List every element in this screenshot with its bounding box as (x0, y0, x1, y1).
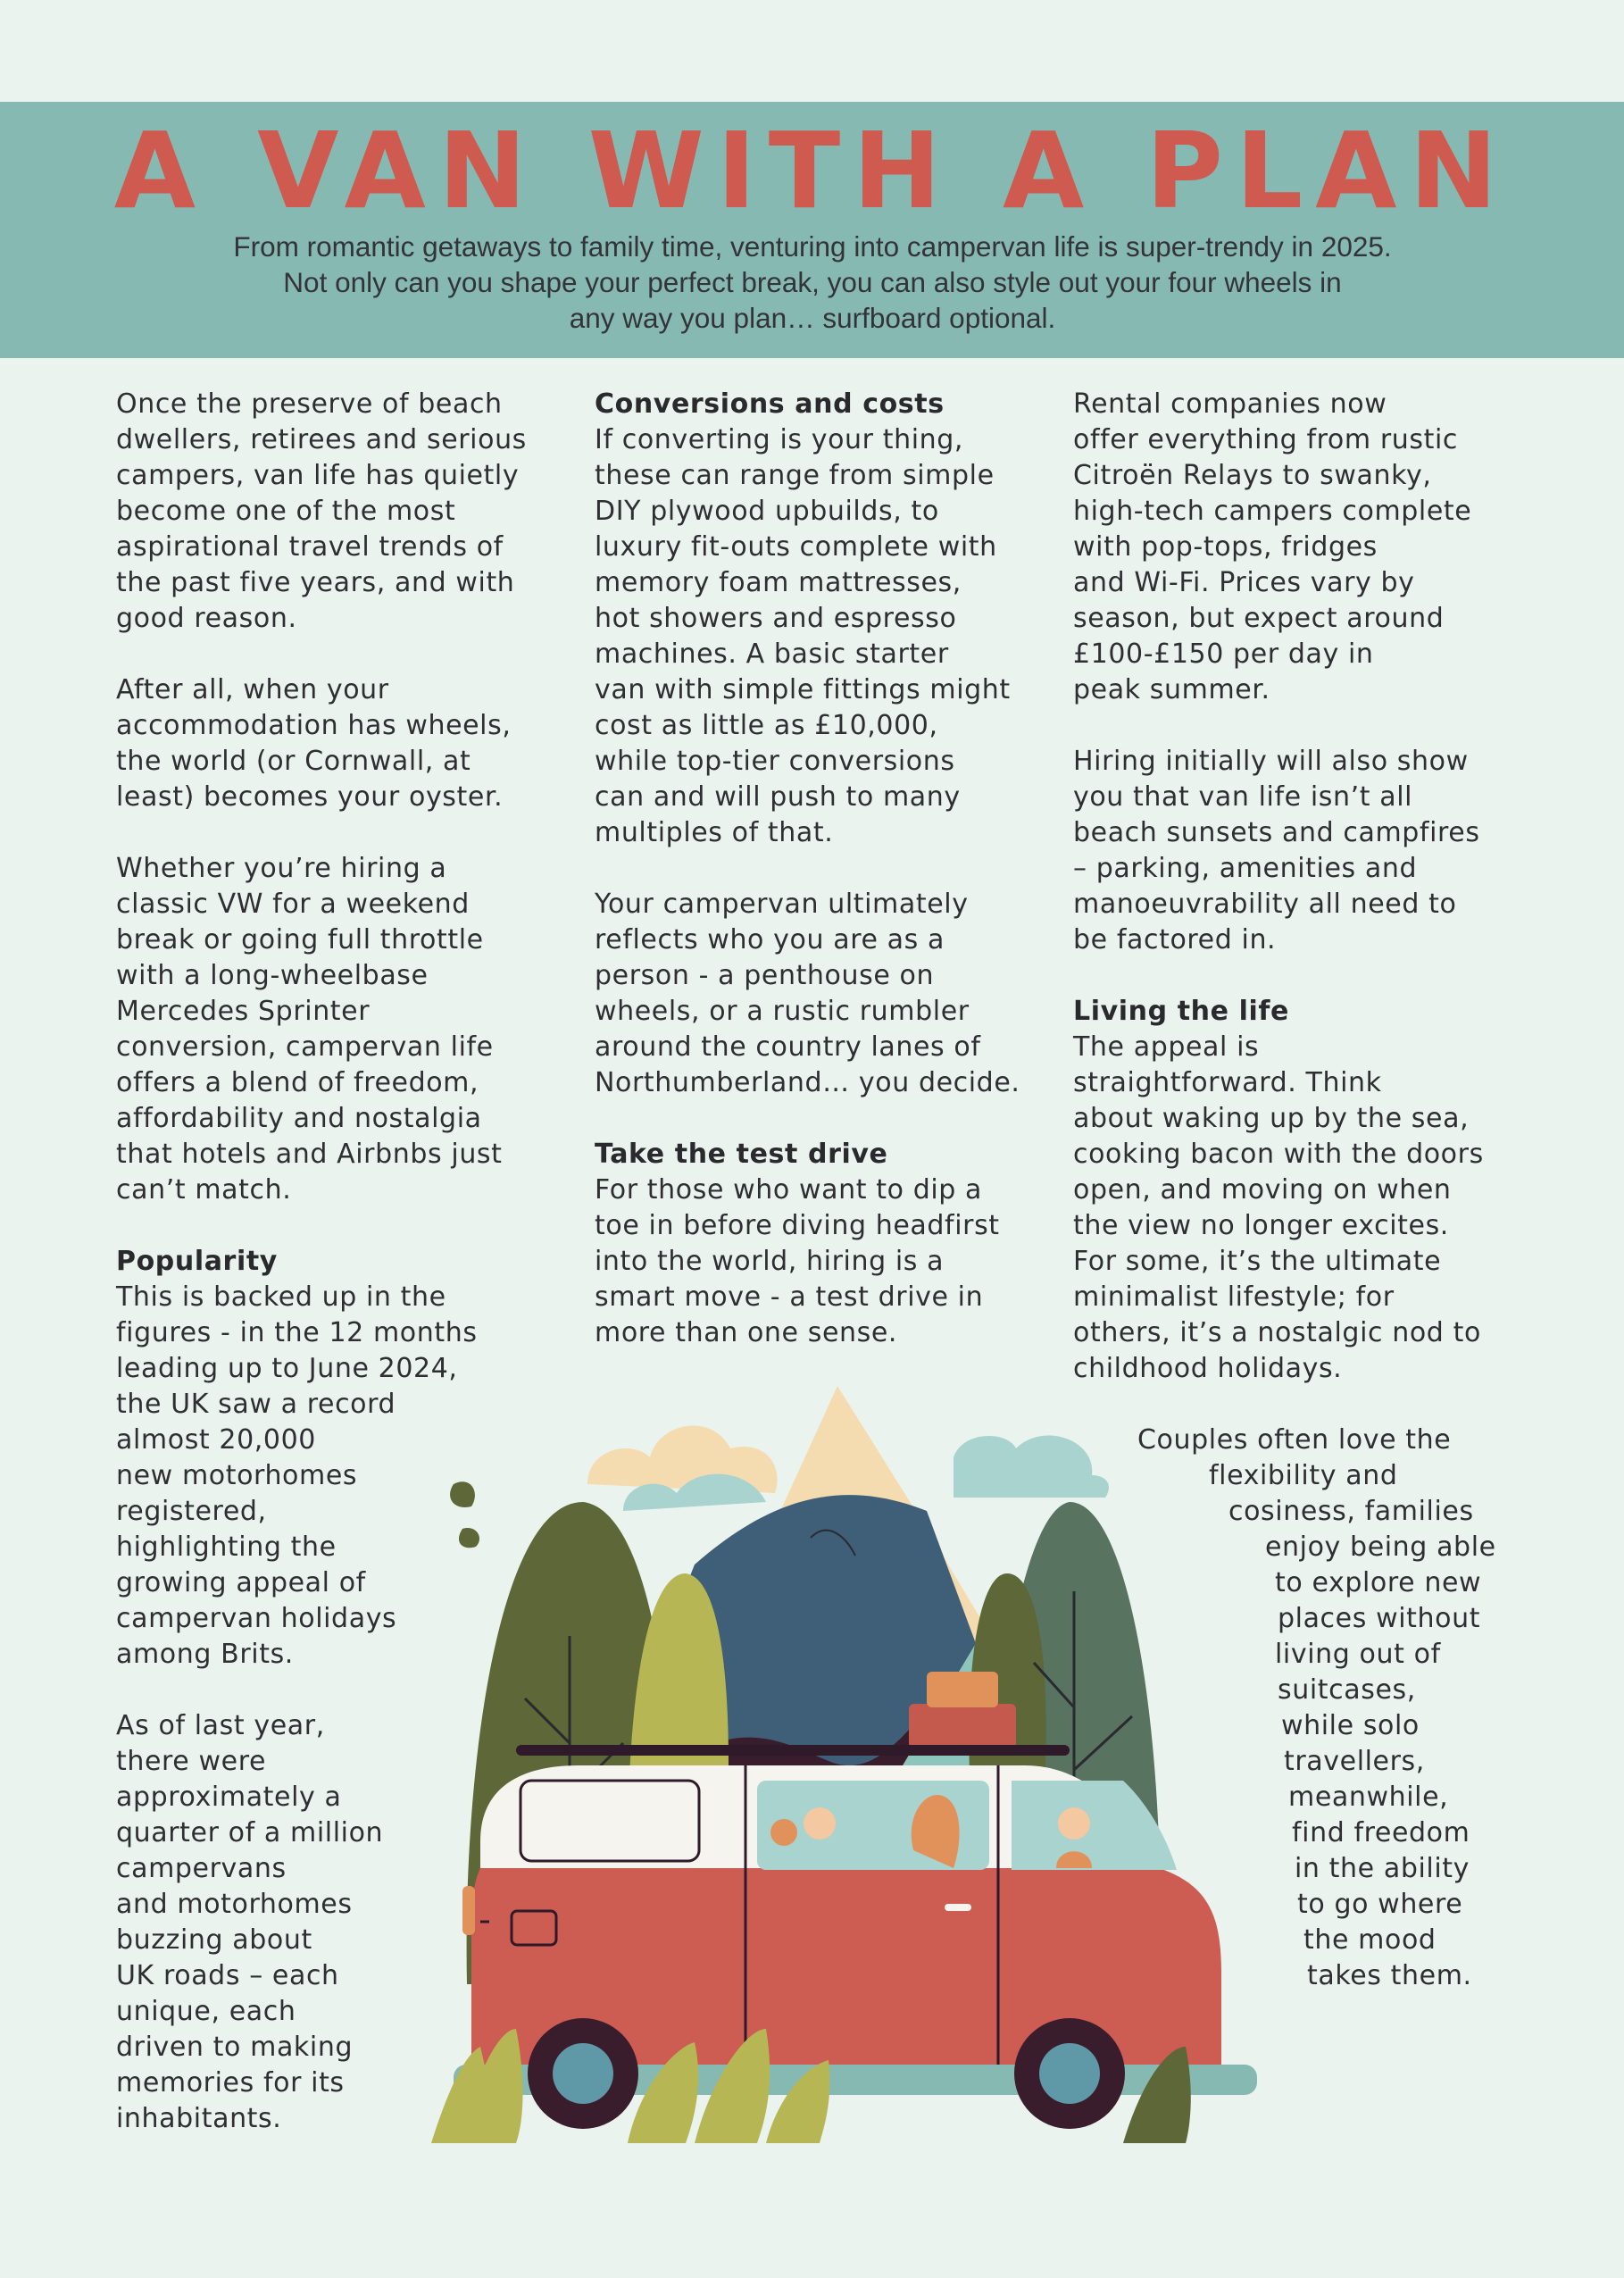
wheel-right-hub-shape (1039, 2043, 1100, 2104)
wheel-left-hub-shape (553, 2043, 613, 2104)
text-line: the mood (1303, 1924, 1437, 1956)
text-line: about waking up by the sea, (1073, 1103, 1470, 1134)
text-line: campers, van life has quietly (116, 460, 520, 491)
text-line: cooking bacon with the doors (1073, 1139, 1484, 1170)
text-line: open, and moving on when (1073, 1174, 1452, 1206)
text-line: highlighting the (116, 1531, 337, 1563)
standfirst-line: From romantic getaways to family time, venturing into campervan life is super-trendy in 2025. (233, 230, 1392, 263)
text-line: around the country lanes of (595, 1031, 981, 1063)
text-line: toe in before diving headfirst (595, 1210, 1000, 1241)
page-title: A VAN WITH A PLAN (113, 109, 1511, 232)
text-line: Couples often love the (1137, 1424, 1452, 1456)
text-line: driven to making (116, 2032, 354, 2063)
text-line: cost as little as £10,000, (595, 710, 938, 741)
text-line: good reason. (116, 603, 297, 634)
text-line: quarter of a million (116, 1817, 384, 1848)
text-line: For those who want to dip a (595, 1174, 983, 1206)
text-line: manoeuvrability all need to (1073, 889, 1457, 920)
text-line: registered, (116, 1496, 267, 1527)
text-line: season, but expect around (1073, 603, 1445, 634)
text-line: into the world, hiring is a (595, 1246, 945, 1277)
text-line: smart move - a test drive in (595, 1281, 984, 1313)
text-line: hot showers and espresso (595, 603, 957, 634)
text-line: accommodation has wheels, (116, 710, 512, 741)
standfirst-line: Not only can you shape your perfect break, you can also style out your four wheels in (283, 266, 1342, 298)
text-line: The appeal is (1073, 1031, 1260, 1063)
text-line: wheels, or a rustic rumbler (595, 996, 970, 1027)
campervan-illustration (427, 1368, 1266, 2145)
text-line: luxury fit-outs complete with (595, 531, 997, 563)
standfirst-line: any way you plan… surfboard optional. (569, 302, 1056, 334)
text-line: travellers, (1284, 1746, 1425, 1777)
text-line: can’t match. (116, 1174, 292, 1206)
text-line: Northumberland… you decide. (595, 1067, 1020, 1098)
roof-rack-shape (516, 1745, 1070, 1756)
paragraph (1073, 744, 1537, 958)
text-line: buzzing about (116, 1924, 312, 1956)
text-line: to go where (1297, 1889, 1463, 1920)
text-line: among Brits. (116, 1639, 294, 1670)
text-line: inhabitants. (116, 2103, 282, 2134)
leaf-shape (450, 1481, 479, 1548)
text-line: high-tech campers complete (1073, 496, 1472, 527)
text-line: multiples of that. (595, 817, 834, 848)
text-line: that hotels and Airbnbs just (116, 1139, 503, 1170)
text-line: dwellers, retirees and serious (116, 424, 527, 455)
text-line: meanwhile, (1288, 1782, 1449, 1813)
text-line: minimalist lifestyle; for (1073, 1281, 1395, 1313)
text-line: DIY plywood upbuilds, to (595, 496, 939, 527)
text-line: leading up to June 2024, (116, 1353, 458, 1384)
text-line: unique, each (116, 1996, 296, 2027)
text-line: After all, when your (116, 674, 389, 705)
text-line: the past five years, and with (116, 567, 515, 598)
text-line: £100-£150 per day in (1073, 638, 1374, 670)
subheading-living: Living the life (1073, 996, 1289, 1027)
text-line: memories for its (116, 2067, 345, 2099)
text-line: almost 20,000 (116, 1424, 316, 1456)
paragraph (595, 1172, 1059, 1351)
paragraph (116, 851, 580, 1208)
text-line: least) becomes your oyster. (116, 781, 504, 813)
text-line: childhood holidays. (1073, 1353, 1343, 1384)
text-line: van with simple fittings might (595, 674, 1011, 705)
text-line: Once the preserve of beach (116, 388, 503, 420)
paragraph (116, 387, 580, 637)
text-line: the view no longer excites. (1073, 1210, 1449, 1241)
text-line: with pop-tops, fridges (1073, 531, 1378, 563)
passenger-adult-shape (804, 1807, 836, 1840)
text-line: while solo (1281, 1710, 1420, 1741)
subheading-test-drive: Take the test drive (595, 1139, 888, 1170)
luggage-top-shape (927, 1672, 998, 1707)
text-line: become one of the most (116, 496, 456, 527)
text-line: find freedom (1292, 1817, 1470, 1848)
text-line: in the ability (1295, 1853, 1470, 1884)
passenger-child-shape (770, 1819, 797, 1846)
text-line: can and will push to many (595, 781, 961, 813)
standfirst (143, 229, 1482, 336)
text-line: affordability and nostalgia (116, 1103, 482, 1134)
text-line: peak summer. (1073, 674, 1270, 705)
text-line: growing appeal of (116, 1567, 366, 1598)
passenger-driver-shape (1058, 1807, 1090, 1840)
text-line: If converting is your thing, (595, 424, 964, 455)
text-line: offer everything from rustic (1073, 424, 1458, 455)
text-line: while top-tier conversions (595, 746, 955, 777)
text-line: places without (1278, 1603, 1481, 1634)
text-line: beach sunsets and campfires (1073, 817, 1480, 848)
van-light-shape (462, 1886, 475, 1935)
text-line: Whether you’re hiring a (116, 853, 447, 884)
text-line: more than one sense. (595, 1317, 898, 1348)
subheading-conversions: Conversions and costs (595, 388, 945, 420)
paragraph (1073, 1030, 1537, 1387)
text-line: – parking, amenities and (1073, 853, 1418, 884)
paragraph (595, 422, 1059, 851)
text-line: UK roads – each (116, 1960, 339, 1991)
text-line: campervans (116, 1853, 287, 1884)
text-line: and Wi-Fi. Prices vary by (1073, 567, 1415, 598)
van-handle-shape (945, 1904, 971, 1911)
text-line: straightforward. Think (1073, 1067, 1382, 1098)
text-line: Rental companies now (1073, 388, 1387, 420)
paragraph (116, 672, 580, 815)
text-line: machines. A basic starter (595, 638, 949, 670)
text-line: Mercedes Sprinter (116, 996, 371, 1027)
text-line: with a long-wheelbase (116, 960, 429, 991)
text-line: conversion, campervan life (116, 1031, 494, 1063)
text-line: new motorhomes (116, 1460, 358, 1491)
text-line: Hiring initially will also show (1073, 746, 1469, 777)
cloud-right-shape (954, 1436, 1109, 1498)
text-line: classic VW for a weekend (116, 889, 470, 920)
column-2 (595, 387, 1059, 1387)
text-line: others, it’s a nostalgic nod to (1073, 1317, 1481, 1348)
text-line: be factored in. (1073, 924, 1277, 955)
text-line: approximately a (116, 1782, 342, 1813)
text-line: figures - in the 12 months (116, 1317, 478, 1348)
text-line: the world (or Cornwall, at (116, 746, 471, 777)
van-window-left-shape (521, 1781, 699, 1861)
text-line: flexibility and (1209, 1460, 1398, 1491)
column-3 (1073, 387, 1537, 1423)
luggage-shape (909, 1704, 1016, 1748)
text-line: there were (116, 1746, 267, 1777)
text-line: Your campervan ultimately (595, 889, 969, 920)
subheading-popularity: Popularity (116, 1246, 278, 1277)
paragraph (1073, 387, 1537, 708)
text-line: person - a penthouse on (595, 960, 935, 991)
text-line: offers a blend of freedom, (116, 1067, 479, 1098)
text-line: memory foam mattresses, (595, 567, 962, 598)
text-line: these can range from simple (595, 460, 995, 491)
text-line: living out of (1275, 1639, 1441, 1670)
text-line: suitcases, (1278, 1674, 1416, 1706)
text-line: cosiness, families (1228, 1496, 1474, 1527)
text-line: you that van life isn’t all (1073, 781, 1413, 813)
text-line: enjoy being able (1265, 1531, 1496, 1563)
text-line: This is backed up in the (116, 1281, 446, 1313)
text-line: Citroën Relays to swanky, (1073, 460, 1432, 491)
text-line: takes them. (1307, 1960, 1472, 1991)
text-line: and motorhomes (116, 1889, 353, 1920)
text-line: break or going full throttle (116, 924, 484, 955)
text-line: campervan holidays (116, 1603, 397, 1634)
text-line: As of last year, (116, 1710, 325, 1741)
text-line: reflects who you are as a (595, 924, 945, 955)
text-line: to explore new (1275, 1567, 1482, 1598)
text-line: aspirational travel trends of (116, 531, 504, 563)
paragraph (595, 887, 1059, 1101)
text-line: the UK saw a record (116, 1389, 396, 1420)
text-line: For some, it’s the ultimate (1073, 1246, 1442, 1277)
